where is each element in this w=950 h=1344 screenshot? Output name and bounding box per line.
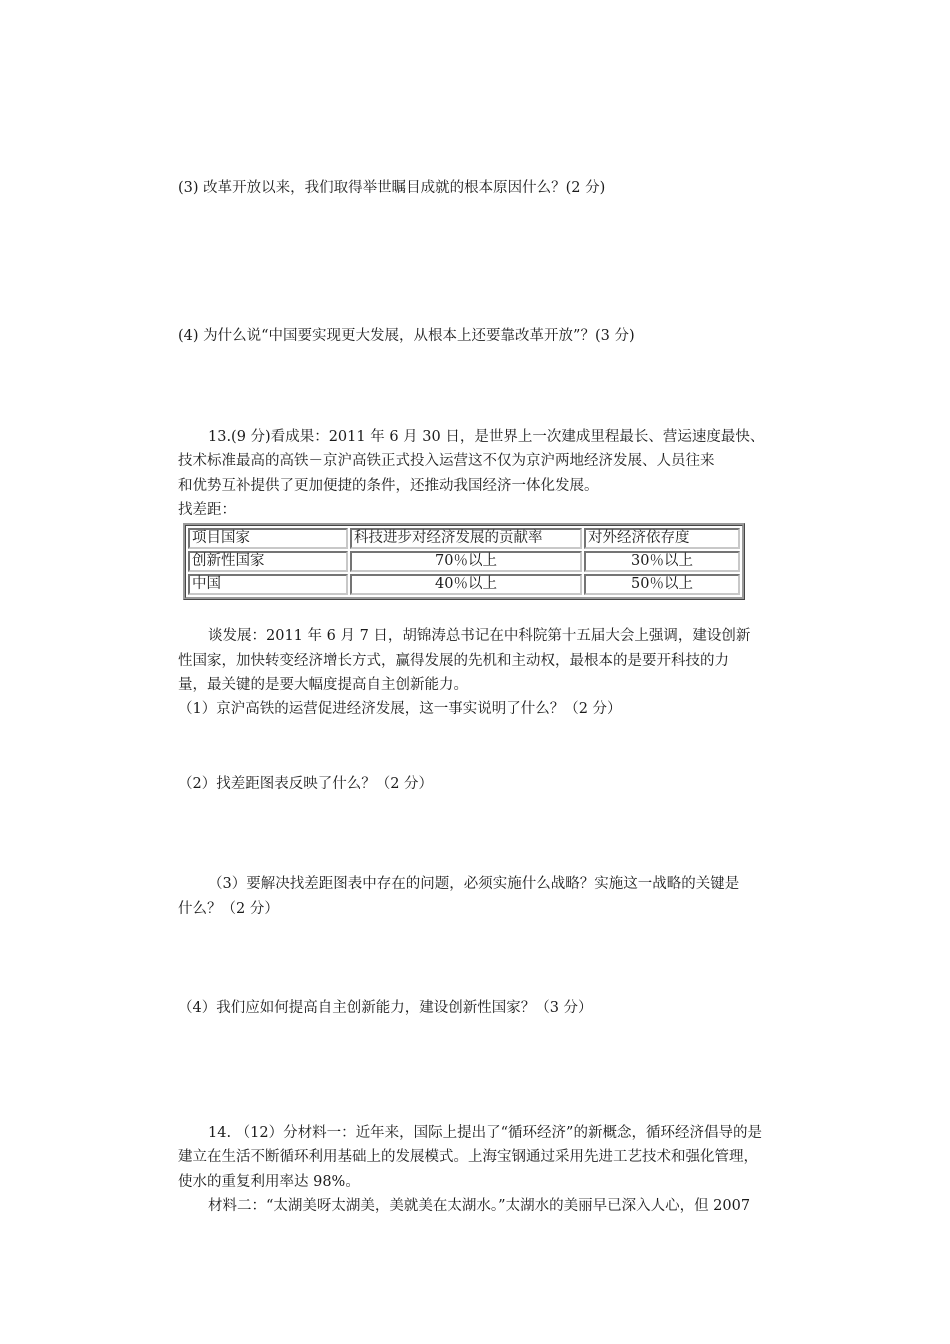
question-12-3: (3) 改革开放以来，我们取得举世瞩目成就的根本原因什么？(2 分)	[178, 180, 606, 196]
table-cell: 创新性国家	[188, 551, 348, 572]
table-row	[188, 574, 740, 595]
question-12-4: (4) 为什么说“中国要实现更大发展，从根本上还要靠改革开放”？(3 分)	[178, 328, 635, 344]
question-13-3-line-1: （3）要解决找差距图表中存在的问题，必须实施什么战略？实施这一战略的关键是	[208, 876, 740, 892]
table-cell: 中国	[188, 574, 348, 595]
table-cell: 70％以上	[350, 551, 582, 572]
question-13-intro-line-1: 13.(9 分)看成果：2011 年 6 月 30 日，是世界上一次建成里程最长、营运速度最快、	[208, 429, 765, 445]
question-14-line-3: 使水的重复利用率达 98%。	[178, 1174, 360, 1190]
table-header-row	[188, 528, 740, 549]
table-header-cell: 科技进步对经济发展的贡献率	[350, 528, 582, 549]
table-cell: 50％以上	[584, 574, 740, 595]
question-13-4: （4）我们应如何提高自主创新能力，建设创新性国家？（3 分）	[178, 1000, 593, 1016]
question-13-1: （1）京沪高铁的运营促进经济发展，这一事实说明了什么？（2 分）	[178, 701, 622, 717]
question-13-talk-line-1: 谈发展：2011 年 6 月 7 日，胡锦涛总书记在中科院第十五届大会上强调，建设创新	[208, 628, 751, 644]
table-header-cell: 对外经济依存度	[584, 528, 740, 549]
gap-label: 找差距：	[178, 502, 236, 518]
question-13-3-line-2: 什么？（2 分）	[178, 901, 279, 917]
gap-table	[183, 523, 745, 600]
question-13-talk-line-3: 量，最关键的是要大幅度提高自主创新能力。	[178, 677, 468, 693]
table-header-cell: 项目国家	[188, 528, 348, 549]
question-13-intro-line-3: 和优势互补提供了更加便捷的条件，还推动我国经济一体化发展。	[178, 478, 599, 494]
table-row	[188, 551, 740, 572]
question-14-line-1: 14. （12）分材料一：近年来，国际上提出了“循环经济”的新概念，循环经济倡导的是	[208, 1125, 762, 1141]
question-14-line-4: 材料二：“太湖美呀太湖美，美就美在太湖水。”太湖水的美丽早已深入人心，但 2007	[208, 1198, 751, 1214]
table-cell: 30％以上	[584, 551, 740, 572]
question-13-talk-line-2: 性国家，加快转变经济增长方式，赢得发展的先机和主动权，最根本的是要开科技的力	[178, 653, 729, 669]
question-14-line-2: 建立在生活不断循环利用基础上的发展模式。上海宝钢通过采用先进工艺技术和强化管理，	[178, 1149, 758, 1165]
table-cell: 40％以上	[350, 574, 582, 595]
question-13-2: （2）找差距图表反映了什么？（2 分）	[178, 776, 434, 792]
question-13-intro-line-2: 技术标准最高的高铁－京沪高铁正式投入运营这不仅为京沪两地经济发展、人员往来	[178, 453, 715, 469]
